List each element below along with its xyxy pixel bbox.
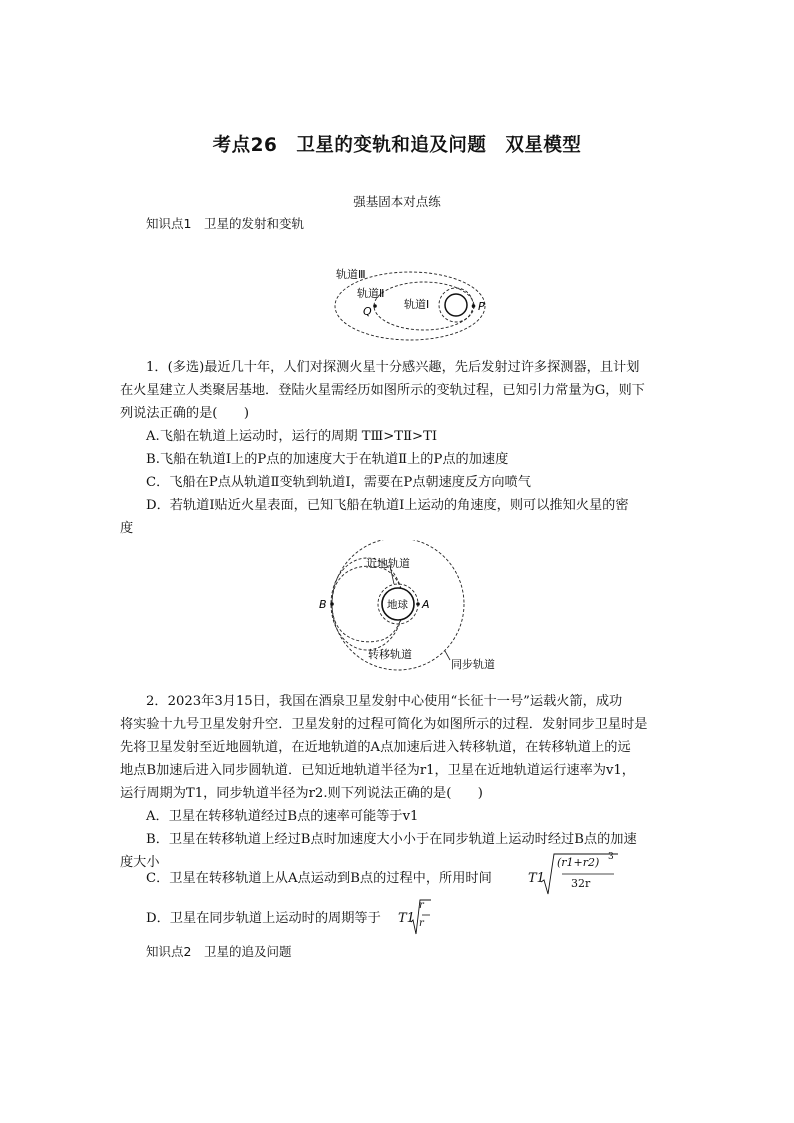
question-1-option-d-line-2: 度 bbox=[120, 521, 134, 536]
label-p: P bbox=[478, 300, 485, 313]
label-earth: 地球 bbox=[387, 599, 408, 611]
question-2-option-b-line-2: 度大小 bbox=[120, 855, 160, 870]
question-2-option-a: A．卫星在转移轨道经过B点的速率可能等于v1 bbox=[146, 809, 419, 824]
label-orbit-1: 轨道Ⅰ bbox=[404, 298, 430, 311]
question-1-stem-line-2: 在火星建立人类聚居基地．登陆火星需经历如图所示的变轨过程，已知引力常量为G，则下 bbox=[120, 383, 645, 398]
label-near-orbit: 近地轨道 bbox=[366, 557, 410, 570]
question-1-option-d-line-1: D．若轨道Ⅰ贴近火星表面，已知飞船在轨道Ⅰ上运动的角速度，则可以推知火星的密 bbox=[146, 498, 629, 513]
point-p-dot bbox=[472, 304, 476, 308]
question-2-option-c-text: C．卫星在转移轨道上从A点运动到B点的过程中，所用时间 bbox=[146, 871, 492, 886]
point-a-dot bbox=[416, 602, 420, 606]
mars-planet bbox=[445, 294, 467, 316]
label-orbit-3: 轨道Ⅲ bbox=[336, 268, 366, 281]
question-2-stem-line-3: 先将卫星发射至近地圆轨道，在近地轨道的A点加速后进入转移轨道，在转移轨道上的远 bbox=[120, 740, 631, 755]
question-2-stem-line-4: 地点B加速后进入同步圆轨道．已知近地轨道半径为r1，卫星在近地轨道运行速率为v1， bbox=[120, 763, 635, 778]
question-1-stem-line-1: 1．(多选)最近几十年，人们对探测火星十分感兴趣，先后发射过许多探测器，且计划 bbox=[146, 360, 640, 375]
question-1-option-c: C．飞船在P点从轨道Ⅱ变轨到轨道Ⅰ，需要在P点朝速度反方向喷气 bbox=[146, 475, 531, 490]
label-orbit-2: 轨道Ⅱ bbox=[357, 287, 385, 300]
label-q: Q bbox=[363, 305, 372, 318]
option-d-numerator: r bbox=[419, 900, 424, 911]
option-c-exponent: 3 bbox=[608, 852, 614, 862]
option-c-denominator: 32r bbox=[571, 877, 591, 890]
label-sync-orbit: 同步轨道 bbox=[451, 658, 495, 671]
orbit-transfer-figure-2 bbox=[310, 540, 510, 676]
point-q-dot bbox=[373, 304, 377, 308]
question-1-option-a: A.飞船在轨道上运动时，运行的周期 TⅢ>TⅡ>TⅠ bbox=[146, 429, 438, 444]
sync-orbit-pointer bbox=[445, 651, 450, 660]
question-2-stem-line-2: 将实验十九号卫星发射升空．卫星发射的过程可简化为如图所示的过程．发射同步卫星时是 bbox=[120, 717, 648, 732]
page-title: 考点26 卫星的变轨和追及问题 双星模型 bbox=[212, 135, 582, 156]
question-2-option-d-text: D．卫星在同步轨道上运动时的周期等于 bbox=[146, 911, 381, 926]
orbit-transfer-figure-1 bbox=[330, 262, 500, 344]
section-heading-2: 知识点2 卫星的追及问题 bbox=[146, 944, 292, 959]
option-c-period: T1 bbox=[528, 871, 545, 886]
question-2-option-b-line-1: B．卫星在转移轨道上经过B点时加速度大小小于在同步轨道上运动时经过B点的加速 bbox=[146, 832, 637, 847]
option-c-numerator: (r1+r2) bbox=[557, 856, 600, 869]
point-b-dot bbox=[330, 602, 334, 606]
section-heading-1: 知识点1 卫星的发射和变轨 bbox=[146, 216, 304, 231]
question-1-option-b: B.飞船在轨道Ⅰ上的P点的加速度大于在轨道Ⅱ上的P点的加速度 bbox=[146, 452, 509, 467]
label-b: B bbox=[319, 598, 327, 611]
option-d-denominator: r bbox=[419, 918, 424, 929]
question-1-stem-line-3: 列说法正确的是( ) bbox=[120, 406, 249, 421]
page-subtitle: 强基固本对点练 bbox=[353, 194, 441, 209]
label-a: A bbox=[422, 598, 430, 611]
label-transfer-orbit: 转移轨道 bbox=[368, 648, 412, 661]
question-2-stem-line-5: 运行周期为T1，同步轨道半径为r2.则下列说法正确的是( ) bbox=[120, 786, 483, 801]
option-d-period: T1 bbox=[398, 911, 415, 926]
question-2-stem-line-1: 2．2023年3月15日，我国在酒泉卫星发射中心使用“长征十一号”运载火箭，成功 bbox=[146, 694, 623, 709]
